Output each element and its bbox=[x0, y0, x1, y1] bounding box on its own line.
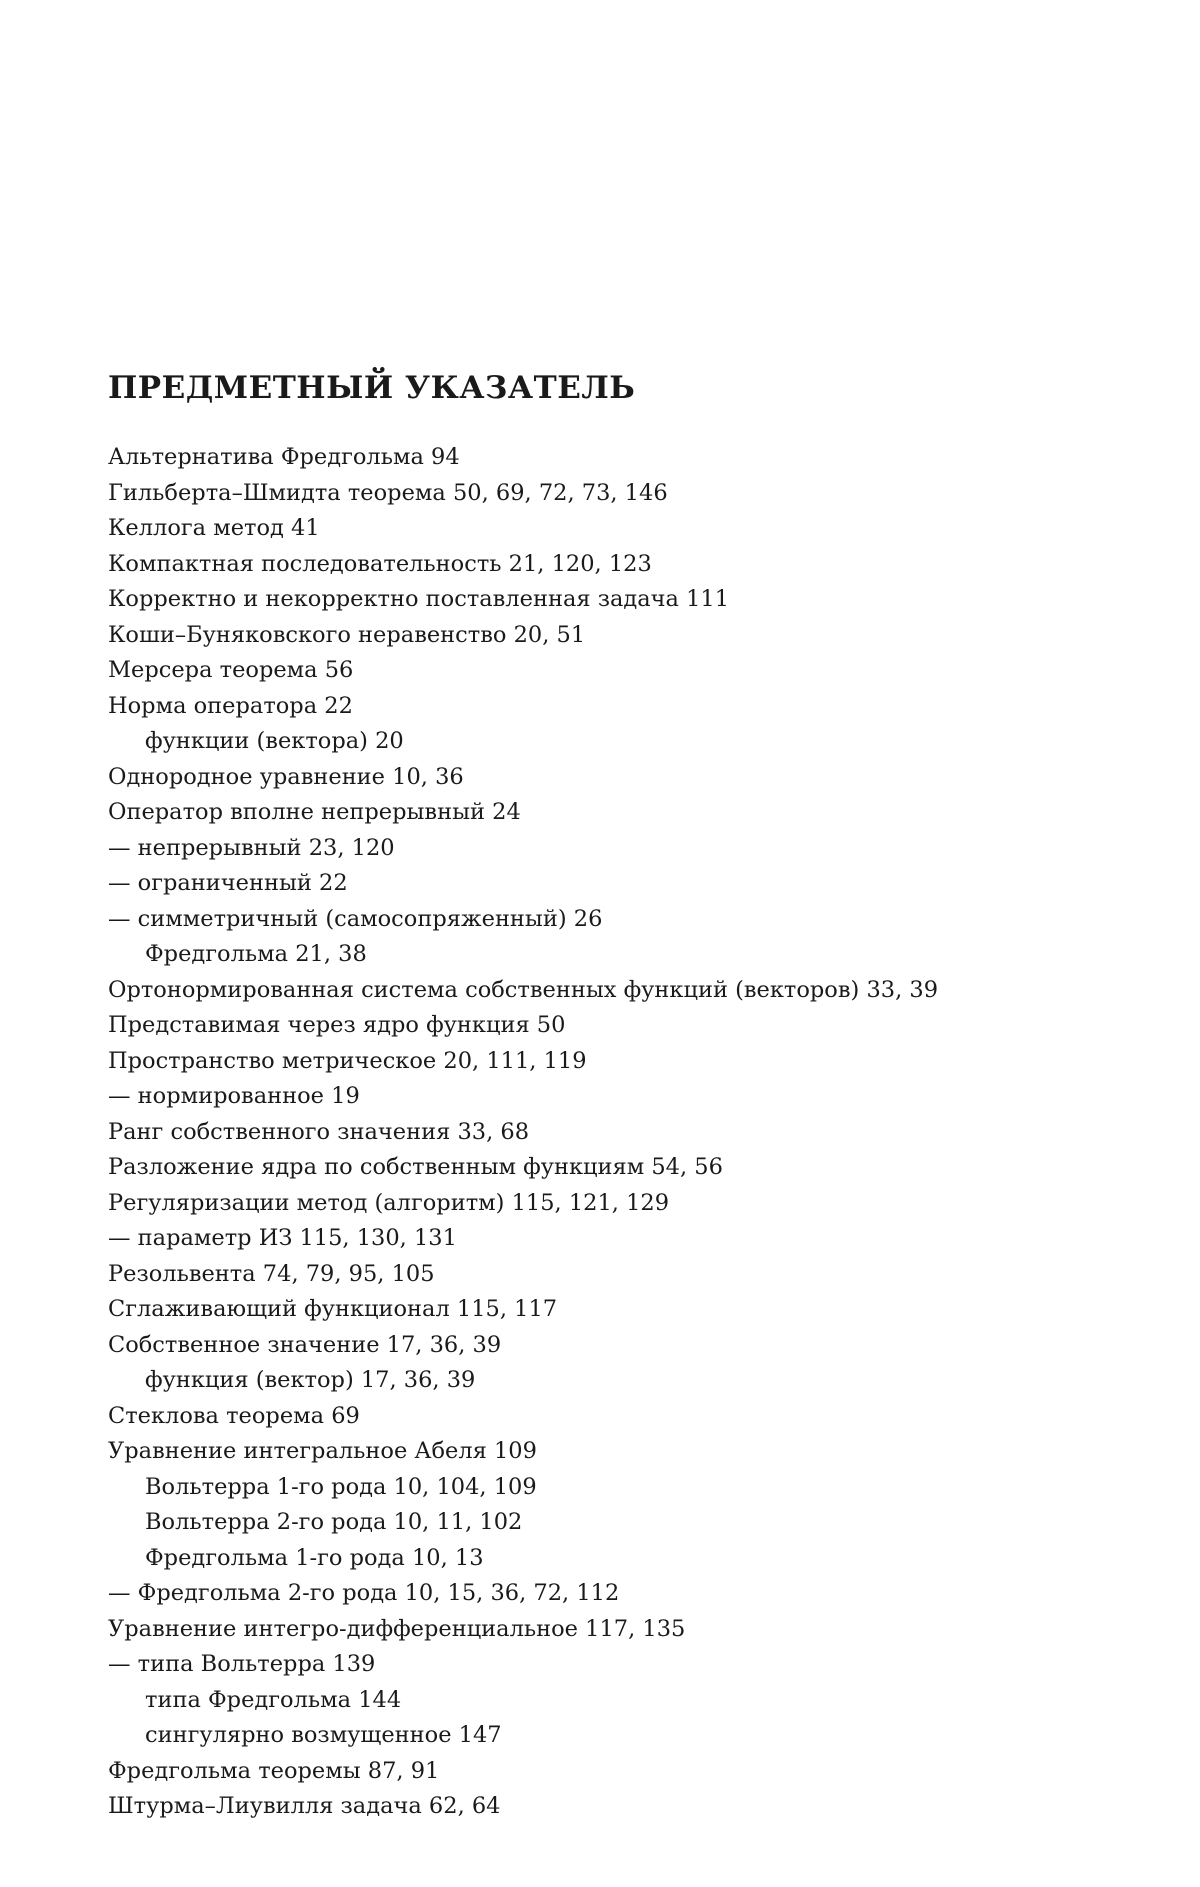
index-entry: Ортонормированная система собственных функций (векторов) 33, 39 bbox=[108, 976, 939, 1003]
index-entry: Однородное уравнение 10, 36 bbox=[108, 763, 464, 790]
index-entry: Собственное значение 17, 36, 39 bbox=[108, 1331, 502, 1358]
index-entry: — непрерывный 23, 120 bbox=[108, 834, 395, 861]
index-entry: Сглаживающий функционал 115, 117 bbox=[108, 1296, 558, 1322]
page-title: ПРЕДМЕТНЫЙ УКАЗАТЕЛЬ bbox=[108, 370, 636, 406]
index-entry: Норма оператора 22 bbox=[108, 692, 353, 719]
index-entry: Уравнение интегральное Абеля 109 bbox=[108, 1438, 537, 1464]
index-entry: — Фредгольма 2-го рода 10, 15, 36, 72, 112 bbox=[108, 1580, 620, 1606]
index-entry: Разложение ядра по собственным функциям 54, 56 bbox=[108, 1154, 723, 1180]
index-entry: Пространство метрическое 20, 111, 119 bbox=[108, 1047, 587, 1074]
subject-index-list bbox=[108, 440, 938, 1825]
index-entry: Мерсера теорема 56 bbox=[108, 657, 354, 683]
index-entry: — симметричный (самосопряженный) 26 bbox=[108, 905, 603, 932]
index-entry: — типа Вольтерра 139 bbox=[108, 1651, 376, 1677]
index-entry: Коши–Буняковского неравенство 20, 51 bbox=[108, 621, 586, 648]
index-entry: — ограниченный 22 bbox=[108, 870, 348, 896]
index-entry: Альтернатива Фредгольма 94 bbox=[108, 444, 460, 470]
index-subentry: Вольтерра 2-го рода 10, 11, 102 bbox=[145, 1509, 523, 1535]
index-subentry: функции (вектора) 20 bbox=[145, 728, 404, 754]
index-entry: Представимая через ядро функция 50 bbox=[108, 1012, 566, 1038]
index-entry: Гильберта–Шмидта теорема 50, 69, 72, 73, 146 bbox=[108, 479, 668, 506]
index-subentry: типа Фредгольма 144 bbox=[145, 1686, 402, 1713]
index-entry: Резольвента 74, 79, 95, 105 bbox=[108, 1260, 435, 1287]
index-entry: Регуляризации метод (алгоритм) 115, 121, 129 bbox=[108, 1189, 670, 1216]
index-entry: Оператор вполне непрерывный 24 bbox=[108, 799, 521, 825]
index-entry: Фредгольма теоремы 87, 91 bbox=[108, 1757, 440, 1784]
index-subentry: Вольтерра 1-го рода 10, 104, 109 bbox=[145, 1473, 537, 1500]
index-subentry: Фредгольма 21, 38 bbox=[145, 941, 367, 967]
index-subentry: Фредгольма 1-го рода 10, 13 bbox=[145, 1544, 484, 1571]
index-subentry: функция (вектор) 17, 36, 39 bbox=[145, 1367, 476, 1393]
index-entry: Компактная последовательность 21, 120, 123 bbox=[108, 550, 652, 577]
index-entry: Келлога метод 41 bbox=[108, 515, 320, 541]
index-subentry: сингулярно возмущенное 147 bbox=[145, 1722, 502, 1748]
index-entry: Ранг собственного значения 33, 68 bbox=[108, 1118, 530, 1145]
index-entry: — нормированное 19 bbox=[108, 1083, 360, 1109]
index-entry: Штурма–Лиувилля задача 62, 64 bbox=[108, 1793, 501, 1819]
index-entry: Уравнение интегро-дифференциальное 117, 135 bbox=[108, 1615, 686, 1642]
index-entry: Корректно и некорректно поставленная задача 111 bbox=[108, 586, 730, 612]
index-entry: — параметр ИЗ 115, 130, 131 bbox=[108, 1225, 457, 1251]
index-entry: Стеклова теорема 69 bbox=[108, 1402, 360, 1429]
